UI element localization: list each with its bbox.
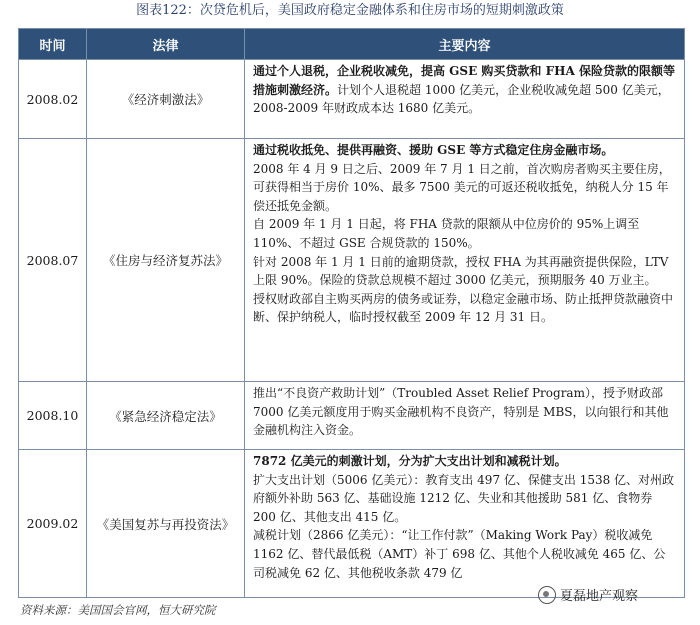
table-row	[19, 382, 685, 450]
table-header-row	[19, 29, 685, 60]
cell-time: 2008.10	[19, 382, 87, 450]
wechat-logo-icon	[538, 586, 556, 604]
watermark-text: 夏磊地产观察	[560, 589, 639, 604]
content-paragraph: 授权财政部自主购买两房的债务或证券，以稳定金融市场、防止抵押贷款融资中断、保护纳税人，临时授权截至 2009 年 12 月 31 日。	[253, 291, 674, 325]
table-row	[19, 450, 685, 598]
content-paragraph: 通过税收抵免、提供再融资、援助 GSE 等方式稳定住房金融市场。	[253, 143, 614, 157]
content-paragraph: 自 2009 年 1 月 1 日起，将 FHA 贷款的限额从中位房价的 95%上调至 110%、不超过 GSE 合规贷款的 150%。	[253, 217, 640, 250]
content-paragraph: 7872 亿美元的刺激计划，分为扩大支出计划和减税计划。	[253, 454, 567, 468]
content-paragraph: 通过个人退税，企业税收减免，提高 GSE 购买贷款和 FHA 保险贷款的限额等措施刺激经济。计划个人退税超 1000 亿美元，企业税收减免超 500 亿美元，2008-2009 年财政成本达 1680 亿美元。	[253, 64, 675, 116]
header-law: 法律	[87, 29, 245, 60]
header-time: 时间	[19, 29, 87, 60]
cell-law: 《紧急经济稳定法》	[87, 382, 245, 450]
figure-title: 图表122：次贷危机后，美国政府稳定金融体系和住房市场的短期刺激政策	[136, 3, 564, 18]
policy-table	[18, 28, 685, 598]
cell-time: 2008.07	[19, 139, 87, 382]
cell-content	[245, 139, 685, 382]
content-paragraph: 针对 2008 年 1 月 1 日前的逾期贷款，授权 FHA 为其再融资提供保险，LTV 上限 90%。保险的贷款总规模不超过 3000 亿美元，预期服务 40 万业主。	[253, 254, 669, 288]
cell-law: 《经济刺激法》	[87, 60, 245, 139]
content-paragraph: 2008 年 4 月 9 日之后、2009 年 7 月 1 日之前，首次购房者购买主要住房，可获得相当于房价 10%、最多 7500 美元的可返还税收抵免，纳税人分 15 年偿还抵免金额。	[253, 161, 671, 213]
cell-content	[245, 60, 685, 139]
content-paragraph: 推出“不良资产救助计划”（Troubled Asset Relief Program），授予财政部 7000 亿美元额度用于购买金融机构不良资产，特别是 MBS，以向银行和其他金融机构注入资金。	[253, 386, 669, 438]
cell-law: 《住房与经济复苏法》	[87, 139, 245, 382]
cell-content	[245, 450, 685, 598]
source-note: 资料来源：美国国会官网，恒大研究院	[20, 603, 216, 617]
cell-law: 《美国复苏与再投资法》	[87, 450, 245, 598]
content-paragraph: 扩大支出计划（5006 亿美元）：教育支出 497 亿、保健支出 1538 亿、对州政府额外补助 563 亿、基础设施 1212 亿、失业和其他援助 581 亿、食物券 200 亿、其他支出 415 亿。	[253, 472, 675, 524]
table-row	[19, 60, 685, 139]
cell-time: 2008.02	[19, 60, 87, 139]
cell-content	[245, 382, 685, 450]
content-paragraph: 减税计划（2866 亿美元）：“让工作付款”（Making Work Pay）税收减免 1162 亿、替代最低税（AMT）补丁 698 亿、其他个人税收减免 465 亿、公司税减免 62 亿、其他税收条款 479 亿	[253, 528, 666, 580]
header-content: 主要内容	[245, 29, 685, 60]
cell-time: 2009.02	[19, 450, 87, 598]
watermark	[538, 585, 638, 604]
table-row	[19, 139, 685, 382]
